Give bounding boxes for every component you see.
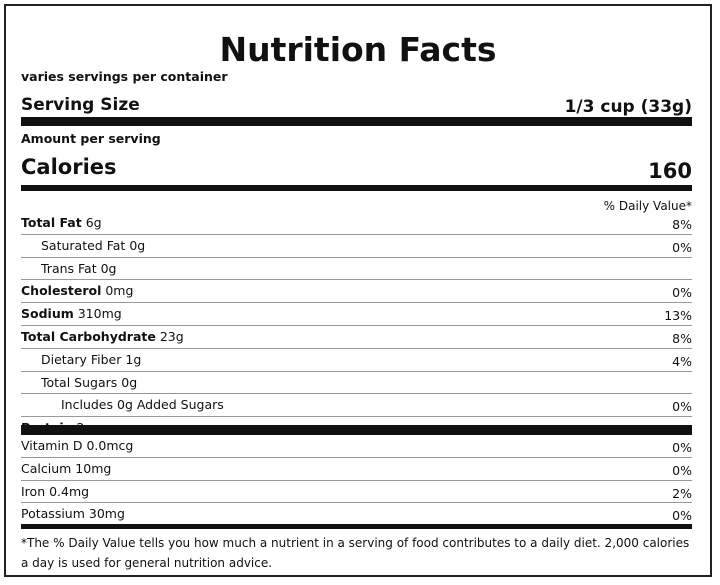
nutrient-daily-value: 0% [672,399,692,415]
nutrient-label: Total Carbohydrate [21,328,156,344]
nutrient-amount: 0g [121,374,138,390]
nutrient-daily-value: 8% [672,217,692,232]
nutrient-amount: 310mg [77,306,122,322]
vitamin-amount: 0.4mg [49,483,90,499]
vitamin-amount: 10mg [75,460,112,476]
nutrient-daily-value: 0% [672,239,692,255]
vitamin-list [21,435,692,525]
vitamin-row [21,435,692,457]
nutrient-label: Total Fat [21,215,82,230]
thick-divider-top [21,117,692,126]
nutrient-name [21,349,141,370]
thick-divider-calories [21,185,692,191]
vitamin-row [21,502,692,525]
nutrient-daily-value: 8% [672,330,692,346]
nutrient-name [21,303,122,324]
nutrient-label: Cholesterol [21,283,102,299]
vitamin-name [21,503,125,524]
nutrient-daily-value: 0% [672,285,692,301]
nutrient-name [21,212,102,233]
nutrient-row [21,325,692,348]
serving-size-row [21,91,692,117]
nutrient-name [21,235,145,256]
amount-per-serving: Amount per serving [21,131,161,146]
daily-value-header: % Daily Value* [603,199,692,213]
vitamin-daily-value: 0% [672,462,692,478]
vitamin-label: Vitamin D [21,438,83,453]
nutrient-row [21,393,692,416]
nutrient-row [21,371,692,394]
footnote: *The % Daily Value tells you how much a nutrient in a serving of food contributes to a daily diet. 2,000 calories a day is used for general nutrition advice. [21,536,690,570]
nutrient-daily-value: 13% [664,308,692,324]
nutrient-list [21,212,692,439]
nutrient-amount: 6g [85,215,102,230]
nutrient-amount: 0g [129,237,146,253]
nutrient-label: Trans Fat [41,260,97,276]
serving-size-label: Serving Size [21,95,140,115]
nutrient-name [21,372,137,393]
label-title: Nutrition Facts [219,30,497,69]
nutrient-name [21,258,116,279]
nutrient-amount: 0g [100,260,117,276]
vitamin-daily-value: 0% [672,508,692,524]
nutrient-row [21,234,692,257]
nutrient-row [21,348,692,371]
vitamin-name [21,481,89,502]
nutrient-name [21,326,184,347]
nutrient-name [21,280,133,301]
nutrient-label: Sodium [21,306,74,322]
vitamin-amount: 30mg [88,506,125,522]
vitamin-label: Calcium [21,460,72,476]
nutrient-label: Total Sugars [41,374,118,390]
vitamin-row [21,457,692,480]
vitamin-label: Potassium [21,506,85,522]
thick-divider-footnote [21,524,692,529]
servings-per-container: varies servings per container [21,69,228,84]
vitamin-label: Iron [21,483,46,499]
nutrient-label: Saturated Fat [41,237,126,253]
vitamin-name [21,458,111,479]
thick-divider-vitamins [21,425,692,435]
vitamin-row [21,480,692,503]
vitamin-daily-value: 0% [672,440,692,455]
vitamin-name [21,435,133,456]
nutrient-row [21,279,692,302]
nutrient-row [21,302,692,325]
nutrient-label: Includes 0g Added Sugars [61,397,224,413]
vitamin-daily-value: 2% [672,485,692,501]
nutrition-facts-label [4,4,712,577]
nutrient-row [21,212,692,234]
nutrient-label: Dietary Fiber [41,351,122,367]
nutrient-amount: 0mg [105,283,134,299]
nutrient-row [21,257,692,280]
serving-size-value: 1/3 cup (33g) [564,97,692,117]
calories-label: Calories [21,155,117,179]
nutrient-daily-value: 4% [672,353,692,369]
calories-row [21,153,692,187]
nutrient-amount: 1g [125,351,142,367]
calories-value: 160 [648,159,692,183]
nutrient-name [21,394,224,415]
vitamin-amount: 0.0mcg [86,438,134,453]
nutrient-amount: 23g [159,328,184,344]
